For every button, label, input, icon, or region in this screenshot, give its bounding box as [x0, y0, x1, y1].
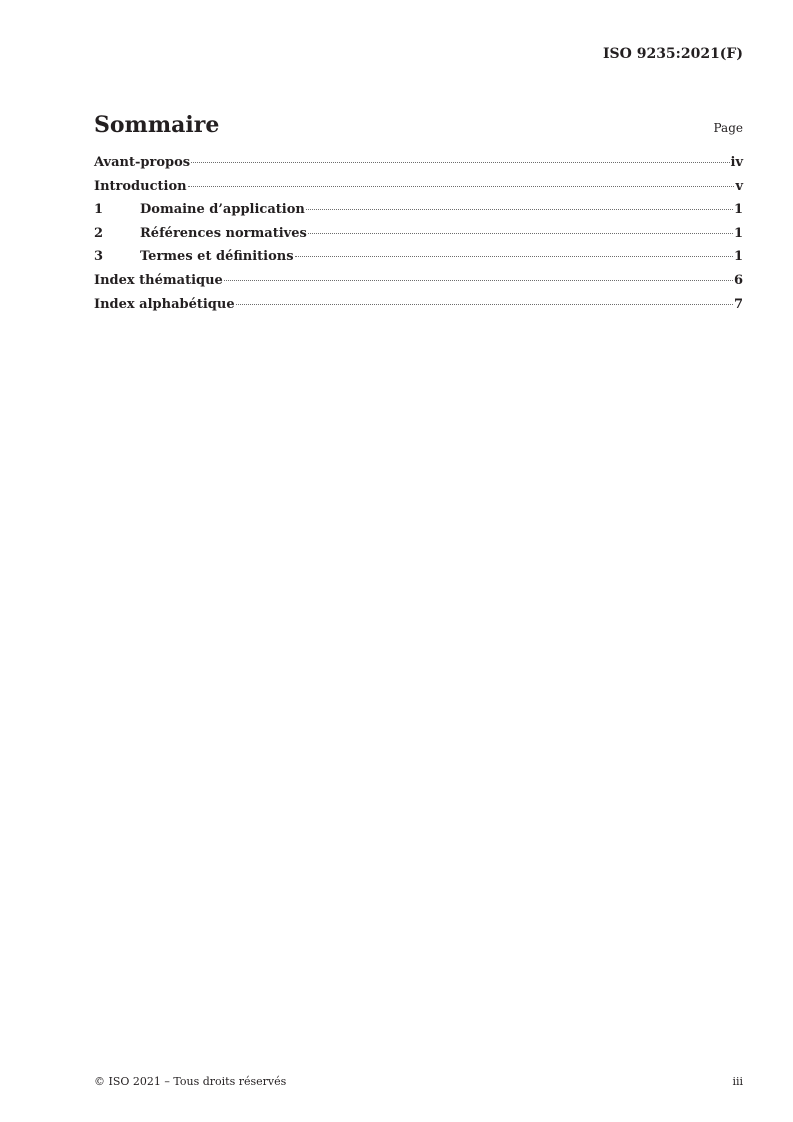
toc-entry-index-alphabetique[interactable] — [94, 297, 743, 321]
toc-entry-avant-propos[interactable] — [94, 155, 743, 179]
toc-title: Sommaire — [94, 112, 220, 138]
dot-leader — [295, 256, 733, 257]
copyright-notice: © ISO 2021 – Tous droits réservés — [94, 1075, 287, 1088]
toc-entry-page: 1 — [733, 249, 743, 265]
toc-entry-label: Index thématique — [94, 272, 223, 288]
toc-entry-page: 1 — [733, 202, 743, 218]
toc-entry-label: Termes et définitions — [140, 249, 294, 265]
dot-leader — [308, 233, 733, 234]
toc-entry-page: 7 — [733, 296, 743, 312]
dot-leader — [188, 186, 735, 187]
toc-entry-termes-definitions[interactable] — [94, 249, 743, 273]
toc-list — [94, 155, 743, 320]
page-column-label: Page — [713, 121, 743, 135]
dot-leader — [191, 162, 729, 163]
toc-entry-index-thematique[interactable] — [94, 273, 743, 297]
page-number: iii — [732, 1075, 743, 1088]
page-footer — [94, 1075, 743, 1088]
toc-entry-page: v — [735, 178, 743, 194]
toc-entry-label: Avant-propos — [94, 155, 191, 170]
document-reference: ISO 9235:2021(F) — [602, 46, 743, 62]
toc-entry-label: Index alphabétique — [94, 296, 235, 312]
toc-entry-label: Domaine d’application — [140, 202, 305, 218]
toc-entry-label: Références normatives — [140, 225, 307, 241]
toc-entry-page: iv — [730, 155, 743, 170]
toc-entry-page: 6 — [733, 272, 743, 288]
toc-entry-number: 3 — [94, 249, 104, 265]
toc-entry-number: 2 — [94, 225, 104, 241]
toc-entry-domaine-application[interactable] — [94, 202, 743, 226]
toc-entry-introduction[interactable] — [94, 179, 743, 203]
dot-leader — [224, 280, 733, 281]
dot-leader — [236, 304, 733, 305]
toc-entry-label: Introduction — [94, 178, 187, 194]
toc-header — [94, 112, 743, 138]
toc-entry-number: 1 — [94, 202, 104, 218]
toc-entry-page: 1 — [733, 225, 743, 241]
dot-leader — [306, 209, 733, 210]
toc-entry-references-normatives[interactable] — [94, 226, 743, 250]
